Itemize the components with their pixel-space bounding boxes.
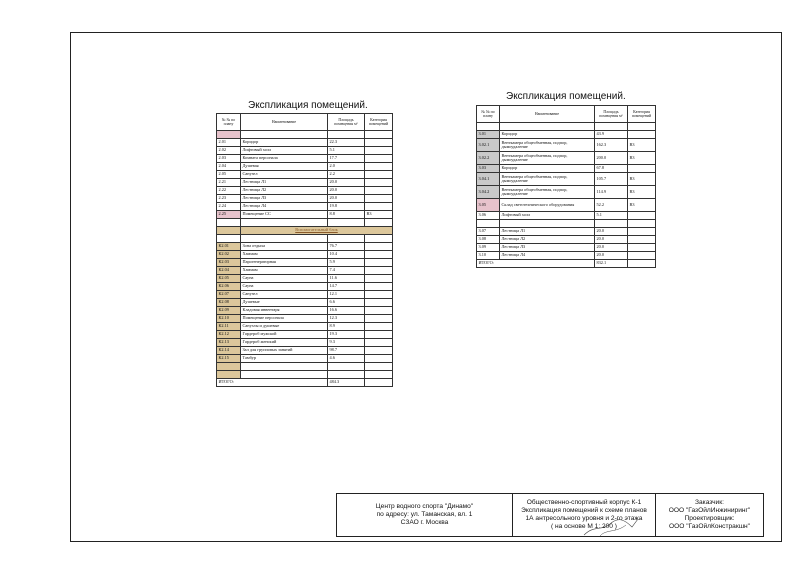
room-area: 12.3 xyxy=(328,315,365,323)
room-name: Зона отдыха xyxy=(241,243,328,251)
room-number: 2.23 xyxy=(217,195,241,203)
room-number: К2.09 xyxy=(217,307,241,315)
room-name: Санузел xyxy=(241,291,328,299)
table-row xyxy=(217,139,393,147)
room-category xyxy=(365,195,393,203)
room-area: 9.3 xyxy=(328,339,365,347)
parties-cell xyxy=(656,494,763,536)
room-area: 11.6 xyxy=(328,275,365,283)
room-name: Гардероб мужской xyxy=(241,331,328,339)
room-number: 2.24 xyxy=(217,203,241,211)
room-category xyxy=(365,131,393,139)
room-name: Сауна xyxy=(241,275,328,283)
room-category: В3 xyxy=(628,173,656,186)
room-name: Лестница Л2 xyxy=(500,236,595,244)
total-label: ИТОГО: xyxy=(477,260,595,268)
room-area: 20.0 xyxy=(328,179,365,187)
room-number: 2.02 xyxy=(217,147,241,155)
room-category: В3 xyxy=(628,199,656,212)
room-number: К2.11 xyxy=(217,323,241,331)
table-row xyxy=(217,291,393,299)
room-name: Коридор xyxy=(500,131,595,139)
table-row xyxy=(217,243,393,251)
room-name: Помещение персонала xyxy=(241,315,328,323)
room-number xyxy=(217,131,241,139)
room-area: 2.2 xyxy=(328,171,365,179)
room-category xyxy=(365,299,393,307)
room-name: Венткамера общеобменная, подпор, дымоудаление xyxy=(500,152,595,165)
room-name: Помещение СС xyxy=(241,211,328,219)
header-name: Наименование xyxy=(241,114,328,131)
room-category xyxy=(628,244,656,252)
total-value: 484.3 xyxy=(328,379,365,387)
room-category: В3 xyxy=(628,139,656,152)
room-name: Санузел xyxy=(241,171,328,179)
room-category: В3 xyxy=(365,211,393,219)
table-row xyxy=(217,131,393,139)
room-name: Лестница Л1 xyxy=(241,179,328,187)
document-line: Общественно-спортивный корпус К-1 xyxy=(526,498,642,506)
room-name: Зал для групповых занятий xyxy=(241,347,328,355)
table-row xyxy=(217,147,393,155)
room-number: 3.05 xyxy=(477,199,500,212)
table-row xyxy=(477,252,656,260)
room-category: В3 xyxy=(628,186,656,199)
room-number: 3.08 xyxy=(477,236,500,244)
room-category xyxy=(628,165,656,173)
room-category xyxy=(365,331,393,339)
room-number: К2.01 xyxy=(217,243,241,251)
room-area: 16.6 xyxy=(328,307,365,315)
room-name: Парогенераторная xyxy=(241,259,328,267)
room-area: 8.9 xyxy=(328,323,365,331)
room-name: Санузлы и душевые xyxy=(241,323,328,331)
room-category xyxy=(628,228,656,236)
room-name: Коридор xyxy=(241,139,328,147)
client-name: ООО "ГазОйлИнжиниринг" xyxy=(668,506,751,514)
left-explication-table xyxy=(216,113,393,387)
table-row xyxy=(217,203,393,211)
room-number: К2.08 xyxy=(217,299,241,307)
room-area: 12.1 xyxy=(328,291,365,299)
room-number: К2.02 xyxy=(217,251,241,259)
table-row xyxy=(217,187,393,195)
room-name: Коридор xyxy=(500,165,595,173)
room-area xyxy=(328,131,365,139)
table-row xyxy=(217,307,393,315)
room-area: 20.0 xyxy=(595,244,628,252)
designer-label: Проектировщик: xyxy=(684,515,735,522)
room-number: 2.22 xyxy=(217,187,241,195)
room-name: Тамбур xyxy=(241,355,328,363)
table-row xyxy=(217,347,393,355)
room-name: Хаммам xyxy=(241,267,328,275)
room-category xyxy=(365,187,393,195)
table-row xyxy=(217,283,393,291)
room-number: К2.14 xyxy=(217,347,241,355)
room-name: Лестница Л2 xyxy=(241,187,328,195)
room-area: 20.0 xyxy=(595,252,628,260)
table-row xyxy=(217,355,393,363)
table-row xyxy=(217,275,393,283)
room-area: 52.2 xyxy=(595,199,628,212)
room-area: 98.7 xyxy=(328,347,365,355)
room-number: К2.07 xyxy=(217,291,241,299)
room-name: Хаммам xyxy=(241,251,328,259)
room-number: 3.04.1 xyxy=(477,173,500,186)
room-number: К2.13 xyxy=(217,339,241,347)
drawing-frame xyxy=(70,32,782,542)
room-category xyxy=(365,163,393,171)
room-number: 2.21 xyxy=(217,179,241,187)
room-category xyxy=(628,212,656,220)
right-explication-table xyxy=(476,105,656,268)
room-name: Душевые xyxy=(241,299,328,307)
room-area: 67.8 xyxy=(595,165,628,173)
room-area: 5.1 xyxy=(595,212,628,220)
table-row xyxy=(477,173,656,186)
room-area: 43.9 xyxy=(595,131,628,139)
room-category xyxy=(365,179,393,187)
room-area: 76.7 xyxy=(328,243,365,251)
room-name: Душевая xyxy=(241,163,328,171)
room-area: 6.6 xyxy=(328,299,365,307)
document-line: 1А антресольного уровня и 2-го этажа xyxy=(525,515,643,522)
header-name: Наименование xyxy=(500,106,595,123)
room-number: К2.12 xyxy=(217,331,241,339)
room-area: 105.7 xyxy=(595,173,628,186)
room-area: 19.8 xyxy=(328,203,365,211)
table-row xyxy=(217,331,393,339)
designer-name: ООО "ГазОйлКонстракшн" xyxy=(668,523,750,531)
table-row xyxy=(477,228,656,236)
header-category: Категория помещений xyxy=(628,106,656,123)
header-area: Площадь помещения м² xyxy=(595,106,628,123)
room-name: Комната персонала xyxy=(241,155,328,163)
table-row xyxy=(217,155,393,163)
left-table-title: Экспликация помещений. xyxy=(248,100,368,111)
table-row xyxy=(477,152,656,165)
room-category xyxy=(365,203,393,211)
room-number: 2.25 xyxy=(217,211,241,219)
room-category xyxy=(365,315,393,323)
room-area: 5.9 xyxy=(328,259,365,267)
room-category xyxy=(365,147,393,155)
room-name xyxy=(500,220,595,228)
location-line: СЗАО г. Москва xyxy=(400,519,449,527)
room-area: 22.3 xyxy=(328,139,365,147)
room-category xyxy=(365,267,393,275)
room-number: К2.04 xyxy=(217,267,241,275)
room-number: 3.02.2 xyxy=(477,152,500,165)
room-number: 3.02.1 xyxy=(477,139,500,152)
table-row xyxy=(217,267,393,275)
table-row xyxy=(217,163,393,171)
room-name: Лестница Л3 xyxy=(241,195,328,203)
table-row xyxy=(477,212,656,220)
room-category xyxy=(365,171,393,179)
table-row xyxy=(477,199,656,212)
room-number: К2.03 xyxy=(217,259,241,267)
room-area: 5.1 xyxy=(328,147,365,155)
location-line: Центр водного спорта "Динамо" xyxy=(375,502,474,510)
room-area: 114.9 xyxy=(595,186,628,199)
right-table-title: Экспликация помещений. xyxy=(506,91,626,102)
room-category xyxy=(365,339,393,347)
room-number: 3.03 xyxy=(477,165,500,173)
room-area: 20.0 xyxy=(328,195,365,203)
room-name: Кладовая инвентаря xyxy=(241,307,328,315)
table-row xyxy=(217,195,393,203)
table-row xyxy=(477,139,656,152)
room-area: 2.0 xyxy=(328,163,365,171)
room-area: 162.3 xyxy=(595,139,628,152)
room-name: Венткамера общеобменная, подпор, дымоудаление xyxy=(500,186,595,199)
room-area: 20.0 xyxy=(328,187,365,195)
room-number: К2.15 xyxy=(217,355,241,363)
room-area: 14.7 xyxy=(328,283,365,291)
room-category: В3 xyxy=(628,152,656,165)
room-number: 2.03 xyxy=(217,155,241,163)
room-number: 3.07 xyxy=(477,228,500,236)
header-number: № № по плану xyxy=(477,106,500,123)
document-line: Экспликация помещений к схеме планов xyxy=(521,506,647,514)
document-line: ( на основе М 1: 200 ) xyxy=(550,523,618,531)
room-area: 7.4 xyxy=(328,267,365,275)
room-number: 3.01 xyxy=(477,131,500,139)
table-row xyxy=(217,323,393,331)
table-row xyxy=(477,186,656,199)
room-number: 2.01 xyxy=(217,139,241,147)
room-number: 3.06 xyxy=(477,212,500,220)
room-category xyxy=(365,251,393,259)
table-row xyxy=(217,259,393,267)
location-line: по адресу: ул. Таманская, вл. 1 xyxy=(376,510,473,518)
room-category xyxy=(365,155,393,163)
room-name: Сауна xyxy=(241,283,328,291)
room-name: Венткамера общеобменная, подпор, дымоудаление xyxy=(500,139,595,152)
room-name: Лестница Л4 xyxy=(241,203,328,211)
table-row xyxy=(217,315,393,323)
table-row xyxy=(217,299,393,307)
title-block xyxy=(336,493,764,537)
room-area: 4.6 xyxy=(328,355,365,363)
room-category xyxy=(365,243,393,251)
room-area: 10.4 xyxy=(328,251,365,259)
table-row xyxy=(217,339,393,347)
room-number: 2.04 xyxy=(217,163,241,171)
room-name: Лифтовый холл xyxy=(500,212,595,220)
header-number: № № по плану xyxy=(217,114,241,131)
table-row xyxy=(477,244,656,252)
table-row xyxy=(217,211,393,219)
room-category xyxy=(365,283,393,291)
room-area xyxy=(595,220,628,228)
total-value: 832.1 xyxy=(595,260,628,268)
room-number: 3.09 xyxy=(477,244,500,252)
room-category xyxy=(365,259,393,267)
room-category xyxy=(628,131,656,139)
room-category xyxy=(628,236,656,244)
table-row xyxy=(217,251,393,259)
room-category xyxy=(365,291,393,299)
table-row xyxy=(477,236,656,244)
room-category xyxy=(628,252,656,260)
table-row xyxy=(477,165,656,173)
room-category xyxy=(365,307,393,315)
room-number: К2.06 xyxy=(217,283,241,291)
room-category xyxy=(365,275,393,283)
room-area: 20.0 xyxy=(595,228,628,236)
room-number: 3.04.2 xyxy=(477,186,500,199)
table-row xyxy=(217,171,393,179)
room-number: 2.05 xyxy=(217,171,241,179)
room-area: 200.0 xyxy=(595,152,628,165)
room-area: 20.0 xyxy=(595,236,628,244)
table-row xyxy=(217,179,393,187)
room-number: К2.05 xyxy=(217,275,241,283)
room-category xyxy=(365,323,393,331)
room-area: 8.8 xyxy=(328,211,365,219)
room-category xyxy=(365,355,393,363)
table-row xyxy=(477,220,656,228)
header-category: Категория помещений xyxy=(365,114,393,131)
total-label: ИТОГО: xyxy=(217,379,328,387)
room-name: Лестница Л1 xyxy=(500,228,595,236)
room-name: Склад светотехнического оборудования xyxy=(500,199,595,212)
room-name: Лифтовый холл xyxy=(241,147,328,155)
room-area: 19.3 xyxy=(328,331,365,339)
room-category xyxy=(365,347,393,355)
room-number: 3.10 xyxy=(477,252,500,260)
table-row xyxy=(477,131,656,139)
room-name: Гардероб женский xyxy=(241,339,328,347)
room-category xyxy=(628,220,656,228)
header-area: Площадь помещения м² xyxy=(328,114,365,131)
signature-mark xyxy=(580,515,640,539)
client-label: Заказчик: xyxy=(695,498,724,506)
room-name xyxy=(241,131,328,139)
room-area: 17.7 xyxy=(328,155,365,163)
room-number xyxy=(477,220,500,228)
location-cell xyxy=(337,494,513,536)
room-name: Лестница Л3 xyxy=(500,244,595,252)
room-name: Венткамера общеобменная, подпор, дымоудаление xyxy=(500,173,595,186)
room-number: К2.10 xyxy=(217,315,241,323)
room-category xyxy=(365,139,393,147)
room-name: Лестница Л4 xyxy=(500,252,595,260)
section-header: Вспомогательный блок xyxy=(241,227,393,235)
